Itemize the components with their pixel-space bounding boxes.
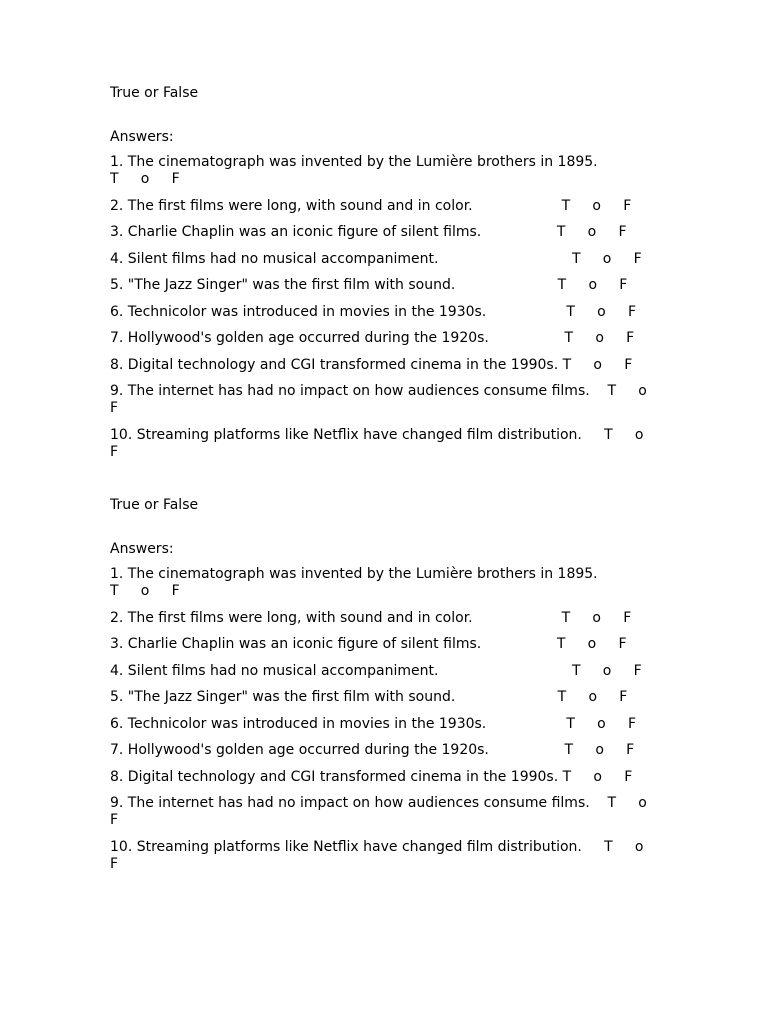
question-item: 3. Charlie Chaplin was an iconic figure of silent films. T o F <box>110 224 627 240</box>
quiz-section <box>110 496 670 882</box>
question-item: 7. Hollywood's golden age occurred during the 1920s. T o F <box>110 742 635 758</box>
question-item: 4. Silent films had no musical accompaniment. T o F <box>110 250 642 267</box>
answers-label: Answers: <box>110 129 174 145</box>
quiz-title: True or False <box>110 85 199 101</box>
question-item: 1. The cinematograph was invented by the Lumière brothers in 1895. T o F <box>110 566 598 599</box>
question-item: 10. Streaming platforms like Netflix have changed film distribution. T o F <box>110 838 644 872</box>
answers-label: Answers: <box>110 541 174 557</box>
question-item: 3. Charlie Chaplin was an iconic figure of silent films. T o F <box>110 636 627 652</box>
question-item: 5. "The Jazz Singer" was the first film with sound. T o F <box>110 277 628 293</box>
quiz-section <box>110 84 670 470</box>
question-item: 9. The internet has had no impact on how audiences consume films. T o F <box>110 795 647 828</box>
question-item: 7. Hollywood's golden age occurred during the 1920s. T o F <box>110 330 635 346</box>
quiz-title: True or False <box>110 497 199 513</box>
question-item: 6. Technicolor was introduced in movies in the 1930s. T o F <box>110 715 637 732</box>
question-list <box>110 566 670 873</box>
question-item: 8. Digital technology and CGI transformed cinema in the 1990s. T o F <box>110 768 633 785</box>
question-item: 5. "The Jazz Singer" was the first film with sound. T o F <box>110 689 628 705</box>
question-item: 1. The cinematograph was invented by the Lumière brothers in 1895. T o F <box>110 154 598 187</box>
question-item: 2. The first films were long, with sound and in color. T o F <box>110 609 632 626</box>
question-item: 6. Technicolor was introduced in movies in the 1930s. T o F <box>110 303 637 320</box>
question-list <box>110 154 670 461</box>
question-item: 10. Streaming platforms like Netflix have changed film distribution. T o F <box>110 426 644 460</box>
question-item: 8. Digital technology and CGI transformed cinema in the 1990s. T o F <box>110 356 633 373</box>
question-item: 4. Silent films had no musical accompaniment. T o F <box>110 662 642 679</box>
question-item: 2. The first films were long, with sound and in color. T o F <box>110 197 632 214</box>
question-item: 9. The internet has had no impact on how audiences consume films. T o F <box>110 383 647 416</box>
